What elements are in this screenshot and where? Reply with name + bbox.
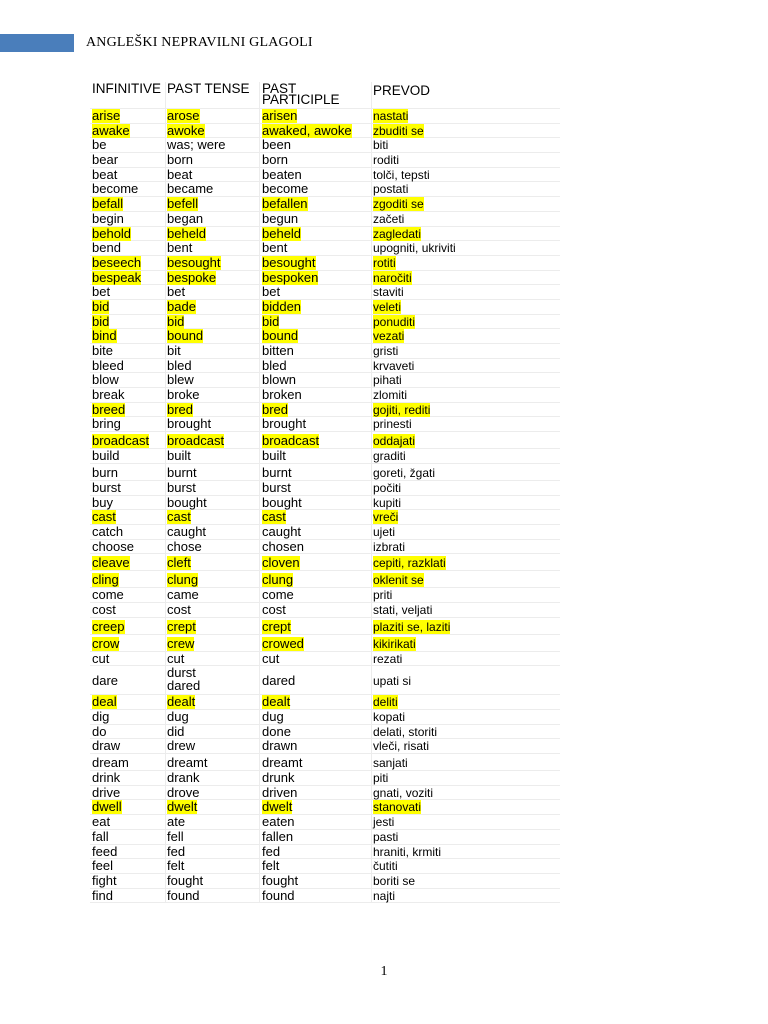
cell-past-tense: brought [167,416,212,432]
cell-prevod: počiti [373,480,402,495]
cell-past-tense: besought [167,254,221,270]
cell-infinitive: bear [92,152,119,168]
cell-past-tense: bent [167,240,193,256]
cell-prevod: ponuditi [373,314,416,329]
cell-infinitive: drink [92,770,121,786]
table-row [90,212,560,227]
table-row [90,300,560,315]
table-row [90,666,560,695]
cell-prevod: ujeti [373,524,396,539]
cell-past-tense: dealt [167,694,196,710]
cell-prevod: zbuditi se [373,123,424,138]
cell-infinitive: bleed [92,357,124,373]
cell-prevod: zlomiti [373,388,408,403]
cell-past-participle: befallen [262,196,308,212]
cell-prevod: jesti [373,815,395,830]
table-row [90,830,560,845]
cell-infinitive: buy [92,494,113,510]
table-row [90,618,560,635]
cell-past-tense: bet [167,284,186,300]
cell-past-tense: beat [167,166,193,182]
table-row [90,874,560,889]
cell-infinitive: eat [92,814,111,830]
column-header-infinitive: INFINITIVE [92,81,162,96]
cell-infinitive: come [92,587,124,603]
cell-prevod: veleti [373,299,402,314]
cell-past-tense: crew [167,635,195,651]
table-row [90,417,560,432]
cell-past-tense: fed [167,843,186,859]
cell-prevod: upati si [373,674,412,689]
cell-prevod: boriti se [373,873,416,888]
table-row [90,571,560,588]
table-row [90,344,560,359]
cell-infinitive: cleave [92,555,130,571]
cell-prevod: plaziti se, laziti [373,619,451,634]
cell-past-participle: cut [262,650,280,666]
cell-past-participle: dared [262,673,296,689]
cell-infinitive: cut [92,650,110,666]
table-row [90,496,560,511]
cell-past-participle: burst [262,479,291,495]
cell-past-tense: dreamt [167,755,208,771]
cell-past-participle: dug [262,709,284,724]
cell-past-participle: felt [262,858,280,874]
table-row [90,432,560,449]
cell-infinitive: become [92,181,139,197]
cell-prevod: rotiti [373,255,396,270]
cell-prevod: vleči, risati [373,739,430,754]
cell-past-participle: bought [262,494,302,510]
cell-prevod: nastati [373,109,409,123]
cell-infinitive: build [92,448,120,464]
cell-past-participle: fought [262,872,299,888]
cell-past-participle: bound [262,328,299,344]
cell-infinitive: broadcast [92,433,150,449]
cell-past-participle: beheld [262,225,302,241]
cell-infinitive: bite [92,343,113,358]
cell-past-participle: blown [262,372,296,388]
table-row [90,771,560,786]
cell-infinitive: be [92,137,107,153]
table-row [90,285,560,300]
cell-infinitive: behold [92,225,132,241]
cell-infinitive: breed [92,401,126,417]
table-row [90,359,560,374]
cell-prevod: cepiti, razklati [373,556,446,571]
cell-infinitive: fight [92,872,117,888]
cell-infinitive: cling [92,572,119,588]
cell-prevod: oddajati [373,434,416,449]
cell-prevod: piti [373,771,389,786]
cell-past-tense: bid [167,313,185,329]
column-header-prevod: PREVOD [373,83,431,98]
cell-infinitive: feed [92,843,118,859]
table-row [90,710,560,725]
cell-prevod: oklenit se [373,573,424,588]
cell-prevod: pasti [373,829,399,844]
column-divider [259,82,260,903]
table-header-row [90,82,560,109]
table-row [90,786,560,801]
cell-past-tense: caught [167,523,207,539]
cell-past-tense: born [167,152,194,168]
cell-infinitive: beseech [92,254,142,270]
cell-past-tense: felt [167,858,185,874]
cell-prevod: upogniti, ukriviti [373,241,456,256]
cell-past-tense: broadcast [167,433,225,449]
table-row [90,510,560,525]
cell-past-participle: bent [262,240,288,256]
table-row [90,695,560,710]
cell-infinitive: find [92,887,113,903]
cell-past-participle: cloven [262,555,300,571]
cell-infinitive: arise [92,108,121,123]
cell-past-participle: chosen [262,538,304,554]
cell-prevod: kupiti [373,495,402,510]
cell-infinitive: dwell [92,799,122,815]
table-row [90,481,560,496]
table-row [90,449,560,464]
cell-prevod: gristi [373,344,399,358]
cell-past-tense: dug [167,709,189,724]
cell-past-participle: crept [262,618,291,634]
cell-past-tense: bought [167,494,207,510]
cell-past-participle: driven [262,784,298,800]
cell-past-tense: came [167,587,199,603]
cell-past-participle: fed [262,843,281,859]
cell-past-participle: found [262,887,295,903]
cell-prevod: postati [373,182,409,197]
cell-infinitive: awake [92,122,130,138]
table-row [90,889,560,904]
cell-past-tense: fought [167,872,204,888]
cell-past-tense: cleft [167,555,191,571]
cell-past-participle: been [262,137,291,153]
table-row [90,815,560,830]
cell-infinitive: break [92,387,125,403]
cell-infinitive: catch [92,523,124,539]
cell-past-participle: drunk [262,770,295,786]
cell-past-participle: bet [262,284,281,300]
table-row [90,271,560,286]
cell-past-tense: crept [167,618,196,634]
cell-infinitive: bet [92,284,111,300]
cell-prevod: deliti [373,695,398,710]
cell-prevod: začeti [373,211,405,226]
cell-infinitive: bid [92,313,110,329]
table-row [90,227,560,242]
cell-past-participle: built [262,448,286,464]
table-row [90,168,560,183]
cell-past-participle: crowed [262,635,304,651]
cell-prevod: prinesti [373,417,412,432]
cell-infinitive: bespeak [92,269,142,285]
page-title: ANGLEŠKI NEPRAVILNI GLAGOLI [86,35,313,50]
table-row [90,373,560,388]
cell-past-participle: dreamt [262,755,303,771]
column-divider [165,82,166,903]
cell-prevod: stati, veljati [373,602,433,617]
cell-prevod: sanjati [373,756,408,771]
cell-infinitive: dig [92,709,110,724]
cell-prevod: biti [373,138,389,153]
cell-prevod: rezati [373,651,403,666]
cell-past-participle: arisen [262,108,298,123]
cell-past-participle: beaten [262,166,302,182]
cell-past-tense: dwelt [167,799,198,815]
table-row [90,388,560,403]
cell-past-tense: burst [167,479,196,495]
cell-past-tense: fell [167,828,184,844]
table-row [90,554,560,571]
cell-prevod: zagledati [373,226,422,241]
cell-past-participle: dwelt [262,799,293,815]
cell-past-participle: caught [262,523,302,539]
table-row [90,845,560,860]
cell-past-participle: broadcast [262,433,320,449]
irregular-verbs-table [90,82,560,903]
cell-past-tense: beheld [167,225,207,241]
cell-past-tense: bred [167,401,194,417]
cell-past-participle: drawn [262,738,298,754]
cell-past-participle: eaten [262,814,295,830]
cell-past-participle: become [262,181,309,197]
cell-prevod: roditi [373,153,400,168]
cell-past-participle: bid [262,313,280,329]
cell-past-participle: dealt [262,694,291,710]
cell-infinitive: burn [92,464,119,480]
column-header-past-participle: PAST PARTICIPLE [262,81,340,107]
cell-past-participle: bled [262,357,287,373]
cell-prevod: pihati [373,373,402,388]
table-row [90,197,560,212]
column-header-past-tense: PAST TENSE [167,81,250,96]
table-row [90,603,560,618]
column-divider [371,82,372,903]
cell-past-tense: drove [167,784,200,800]
cell-infinitive: draw [92,738,121,754]
cell-past-tense: cost [167,601,191,617]
cell-prevod: priti [373,588,393,603]
cell-past-participle: born [262,152,289,168]
cell-infinitive: crow [92,635,120,651]
table-row [90,859,560,874]
cell-past-participle: besought [262,254,316,270]
table-row [90,124,560,139]
table-body [90,109,560,903]
cell-infinitive: blow [92,372,119,388]
table-row [90,800,560,815]
cell-past-participle: come [262,587,294,603]
table-row [90,635,560,652]
cell-prevod: krvaveti [373,358,415,373]
cell-past-tense: began [167,210,204,226]
cell-infinitive: feel [92,858,113,874]
cell-past-participle: bitten [262,343,294,358]
table-row [90,525,560,540]
cell-prevod: izbrati [373,539,406,554]
cell-past-tense: drank [167,770,200,786]
cell-past-tense: burnt [167,464,197,480]
cell-past-participle: begun [262,210,299,226]
cell-past-tense: bled [167,357,192,373]
cell-past-tense: broke [167,387,200,403]
cell-infinitive: fall [92,828,109,844]
cell-past-tense: clung [167,572,199,588]
cell-infinitive: begin [92,210,124,226]
cell-past-tense: was; were [167,137,226,153]
cell-past-tense: chose [167,538,202,554]
cell-past-participle: cost [262,601,286,617]
cell-prevod: stanovati [373,800,422,815]
cell-past-participle: bidden [262,298,302,314]
cell-past-participle: broken [262,387,302,403]
table-row [90,754,560,771]
page-number: 1 [380,964,388,979]
cell-past-tense: did [167,723,185,739]
cell-infinitive: bring [92,416,121,432]
cell-past-participle: cast [262,509,286,525]
cell-infinitive: cast [92,509,116,525]
cell-infinitive: cost [92,601,116,617]
cell-prevod: kikirikati [373,636,416,651]
cell-past-tense: bit [167,343,181,358]
cell-prevod: gnati, voziti [373,785,434,800]
cell-prevod: graditi [373,449,406,464]
cell-infinitive: choose [92,538,134,554]
cell-past-tense: cut [167,650,185,666]
cell-past-tense: ate [167,814,186,830]
cell-past-tense: arose [167,108,200,123]
cell-past-participle: clung [262,572,294,588]
cell-past-participle: awaked, awoke [262,122,352,138]
table-row [90,138,560,153]
table-row [90,329,560,344]
table-row [90,652,560,667]
cell-past-participle: fallen [262,828,294,844]
cell-infinitive: beat [92,166,118,182]
table-row [90,588,560,603]
cell-infinitive: deal [92,694,117,710]
cell-infinitive: creep [92,618,125,634]
cell-prevod: vreči [373,510,399,525]
cell-prevod: zgoditi se [373,197,424,212]
cell-prevod: vezati [373,329,405,344]
cell-infinitive: bid [92,298,110,314]
table-row [90,739,560,754]
cell-infinitive: dream [92,755,129,771]
cell-past-tense: became [167,181,214,197]
cell-infinitive: drive [92,784,121,800]
cell-past-participle: bespoken [262,269,319,285]
cell-past-tense: cast [167,509,191,525]
cell-infinitive: burst [92,479,121,495]
table-row [90,315,560,330]
cell-past-tense: built [167,448,191,464]
cell-past-tense: bound [167,328,204,344]
cell-past-participle: done [262,723,291,739]
cell-past-participle: brought [262,416,307,432]
table-row [90,256,560,271]
cell-past-tense: found [167,887,200,903]
cell-prevod: hraniti, krmiti [373,844,442,859]
cell-prevod: kopati [373,710,406,724]
cell-prevod: tolči, tepsti [373,167,430,182]
cell-prevod: naročiti [373,270,412,285]
cell-past-tense: blew [167,372,194,388]
cell-past-tense: befell [167,196,199,212]
cell-past-participle: bred [262,401,289,417]
cell-past-tense: drew [167,738,196,754]
cell-infinitive: dare [92,673,119,689]
cell-prevod: goreti, žgati [373,465,436,480]
cell-prevod: delati, storiti [373,724,438,739]
cell-infinitive: bend [92,240,121,256]
cell-infinitive: befall [92,196,124,212]
cell-past-tense: bespoke [167,269,217,285]
table-row [90,182,560,197]
cell-past-tense: durst dared [167,665,201,694]
header-color-bar [0,34,74,52]
cell-infinitive: do [92,723,107,739]
cell-past-tense: awoke [167,122,205,138]
cell-prevod: čutiti [373,859,398,874]
cell-prevod: najti [373,888,396,903]
cell-infinitive: bind [92,328,117,344]
cell-prevod: staviti [373,285,404,300]
table-row [90,725,560,740]
table-row [90,540,560,555]
table-row [90,241,560,256]
table-row [90,464,560,481]
table-row [90,153,560,168]
cell-past-tense: bade [167,298,196,314]
cell-prevod: gojiti, rediti [373,402,431,417]
table-row [90,109,560,124]
cell-past-participle: burnt [262,464,292,480]
table-row [90,403,560,418]
